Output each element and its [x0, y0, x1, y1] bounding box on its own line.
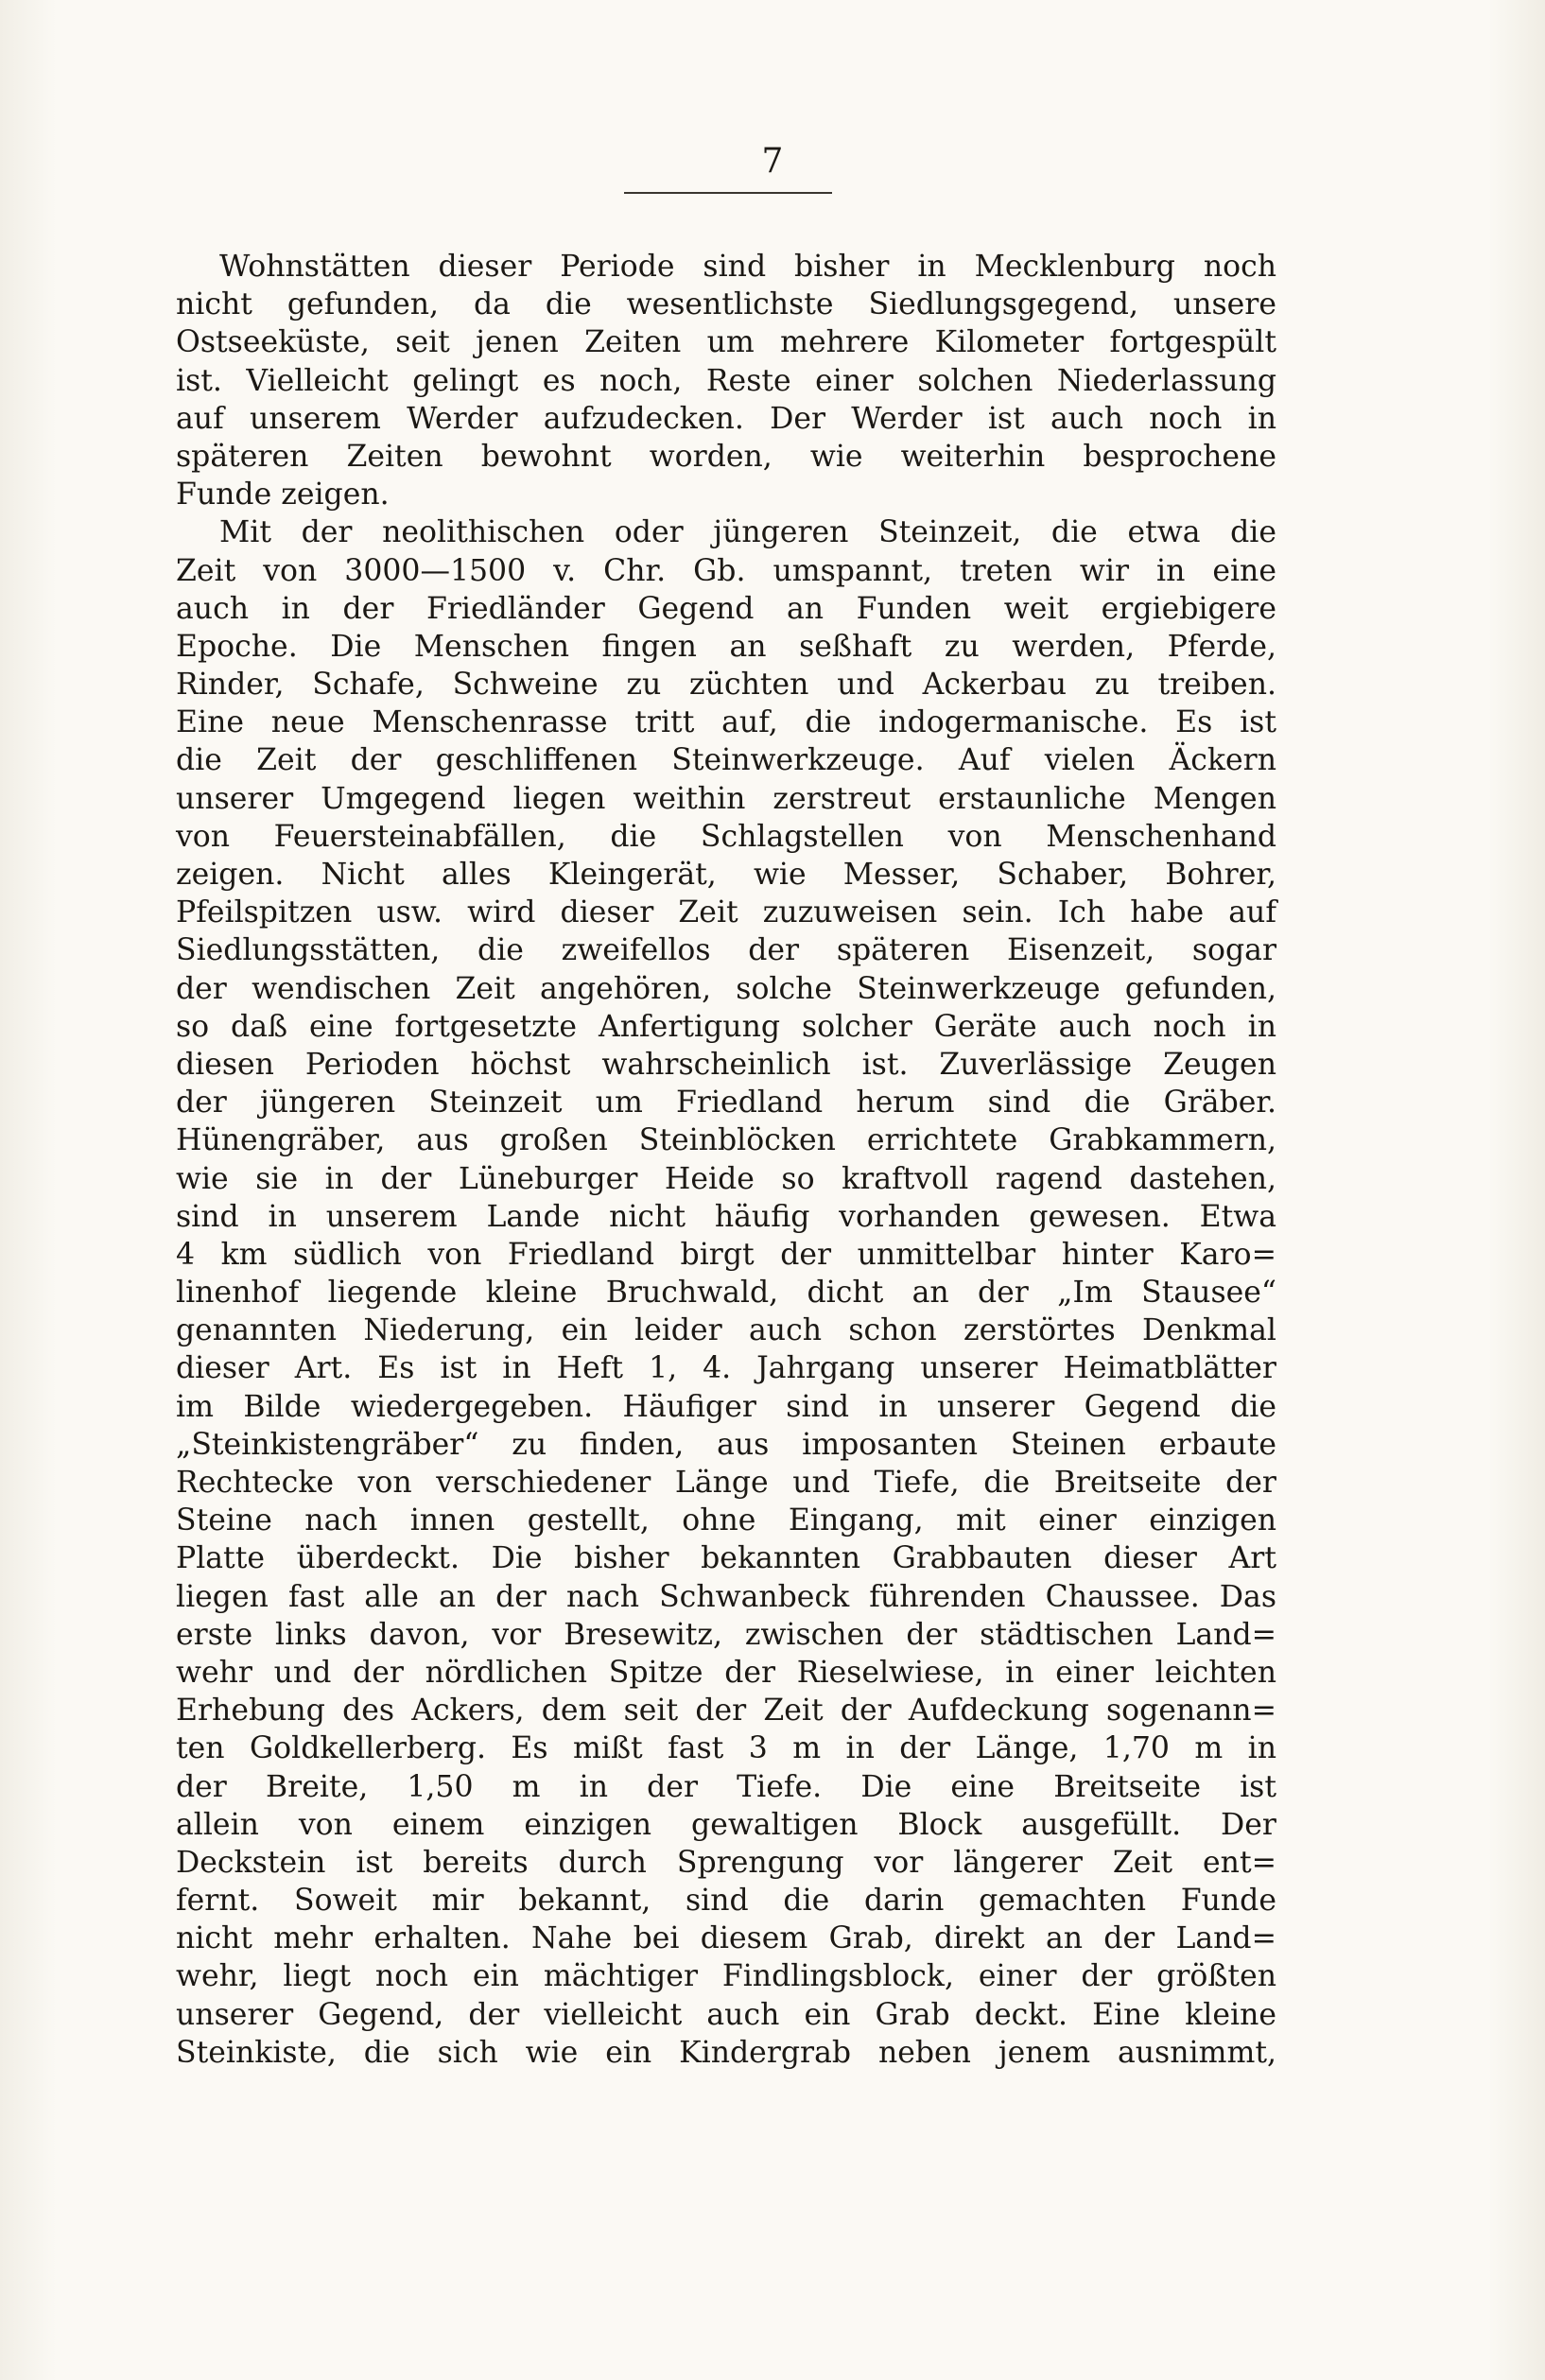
- text-line: erste links davon, vor Bresewitz, zwischen der städtischen Land=: [176, 1617, 1276, 1652]
- text-line: dieser Art. Es ist in Heft 1, 4. Jahrgang unserer Heimatblätter: [176, 1351, 1276, 1386]
- header-rule: [624, 192, 832, 194]
- text-line: diesen Perioden höchst wahrscheinlich ist. Zuverlässige Zeugen: [176, 1047, 1276, 1082]
- text-line: 4 km südlich von Friedland birgt der unmittelbar hinter Karo=: [176, 1237, 1276, 1272]
- text-line: linenhof liegende kleine Bruchwald, dicht an der „Im Stausee“: [176, 1276, 1276, 1311]
- text-line: Wohnstätten dieser Periode sind bisher in Mecklenburg noch: [219, 250, 1276, 284]
- text-line: auf unserem Werder aufzudecken. Der Werder ist auch noch in: [176, 401, 1276, 436]
- text-line: Deckstein ist bereits durch Sprengung vor längerer Zeit ent=: [176, 1845, 1276, 1880]
- text-line: zeigen. Nicht alles Kleingerät, wie Messer, Schaber, Bohrer,: [176, 858, 1276, 892]
- body-text: [176, 248, 1276, 2072]
- text-line: Rechtecke von verschiedener Länge und Tiefe, die Breitseite der: [176, 1466, 1276, 1500]
- text-line: späteren Zeiten bewohnt worden, wie weiterhin besprochene: [176, 439, 1276, 474]
- text-line: der Breite, 1,50 m in der Tiefe. Die eine Breitseite ist: [176, 1769, 1276, 1804]
- text-line: auch in der Friedländer Gegend an Funden weit ergiebigere: [176, 591, 1276, 626]
- text-line: Zeit von 3000—1500 v. Chr. Gb. umspannt, treten wir in eine: [176, 553, 1276, 588]
- text-line: Pfeilspitzen usw. wird dieser Zeit zuzuweisen sein. Ich habe auf: [176, 895, 1276, 930]
- text-line: so daß eine fortgesetzte Anfertigung solcher Geräte auch noch in: [176, 1009, 1276, 1044]
- text-line: Steine nach innen gestellt, ohne Eingang, mit einer einzigen: [176, 1503, 1276, 1538]
- text-line: im Bilde wiedergegeben. Häufiger sind in unserer Gegend die: [176, 1389, 1276, 1424]
- text-line: sind in unserem Lande nicht häufig vorhanden gewesen. Etwa: [176, 1199, 1276, 1234]
- text-line: der jüngeren Steinzeit um Friedland herum sind die Gräber.: [176, 1086, 1276, 1121]
- text-line: genannten Niederung, ein leider auch schon zerstörtes Denkmal: [176, 1313, 1276, 1348]
- text-line: liegen fast alle an der nach Schwanbeck führenden Chaussee. Das: [176, 1579, 1276, 1614]
- text-line: unserer Gegend, der vielleicht auch ein Grab deckt. Eine kleine: [176, 1997, 1276, 2032]
- page-number: 7: [761, 142, 784, 181]
- text-line: Hünengräber, aus großen Steinblöcken errichtete Grabkammern,: [176, 1123, 1276, 1158]
- text-line: Mit der neolithischen oder jüngeren Steinzeit, die etwa die: [219, 515, 1276, 550]
- text-line: Rinder, Schafe, Schweine zu züchten und Ackerbau zu treiben.: [176, 668, 1276, 703]
- text-line: von Feuersteinabfällen, die Schlagstellen von Menschenhand: [176, 819, 1276, 854]
- text-line: der wendischen Zeit angehören, solche Steinwerkzeuge gefunden,: [176, 971, 1276, 1006]
- text-line: Epoche. Die Menschen fingen an seßhaft zu werden, Pferde,: [176, 629, 1276, 664]
- text-line: Platte überdeckt. Die bisher bekannten Grabbauten dieser Art: [176, 1541, 1276, 1576]
- text-line: Eine neue Menschenrasse tritt auf, die indogermanische. Es ist: [176, 705, 1276, 740]
- text-line: wehr, liegt noch ein mächtiger Findlingsblock, einer der größten: [176, 1959, 1276, 1994]
- text-line: ten Goldkellerberg. Es mißt fast 3 m in der Länge, 1,70 m in: [176, 1731, 1276, 1766]
- text-line: allein von einem einzigen gewaltigen Block ausgefüllt. Der: [176, 1807, 1276, 1842]
- text-line: wehr und der nördlichen Spitze der Rieselwiese, in einer leichten: [176, 1655, 1276, 1690]
- text-line: Siedlungsstätten, die zweifellos der späteren Eisenzeit, sogar: [176, 933, 1276, 968]
- text-line: fernt. Soweit mir bekannt, sind die darin gemachten Funde: [176, 1884, 1276, 1919]
- text-line: Funde zeigen.: [176, 478, 390, 512]
- text-line: wie sie in der Lüneburger Heide so kraftvoll ragend dastehen,: [176, 1161, 1276, 1196]
- text-line: die Zeit der geschliffenen Steinwerkzeuge. Auf vielen Äckern: [176, 743, 1276, 778]
- text-line: Ostseeküste, seit jenen Zeiten um mehrere Kilometer fortgespült: [176, 325, 1276, 360]
- text-line: nicht gefunden, da die wesentlichste Siedlungsgegend, unsere: [176, 287, 1276, 322]
- text-line: Erhebung des Ackers, dem seit der Zeit der Aufdeckung sogenann=: [176, 1694, 1276, 1729]
- text-line: Steinkiste, die sich wie ein Kindergrab neben jenem ausnimmt,: [176, 2035, 1276, 2070]
- text-line: unserer Umgegend liegen weithin zerstreut erstaunliche Mengen: [176, 781, 1276, 816]
- text-line: „Steinkistengräber“ zu finden, aus imposanten Steinen erbaute: [176, 1427, 1276, 1462]
- text-line: nicht mehr erhalten. Nahe bei diesem Grab, direkt an der Land=: [176, 1921, 1276, 1956]
- text-line: ist. Vielleicht gelingt es noch, Reste einer solchen Niederlassung: [176, 363, 1276, 398]
